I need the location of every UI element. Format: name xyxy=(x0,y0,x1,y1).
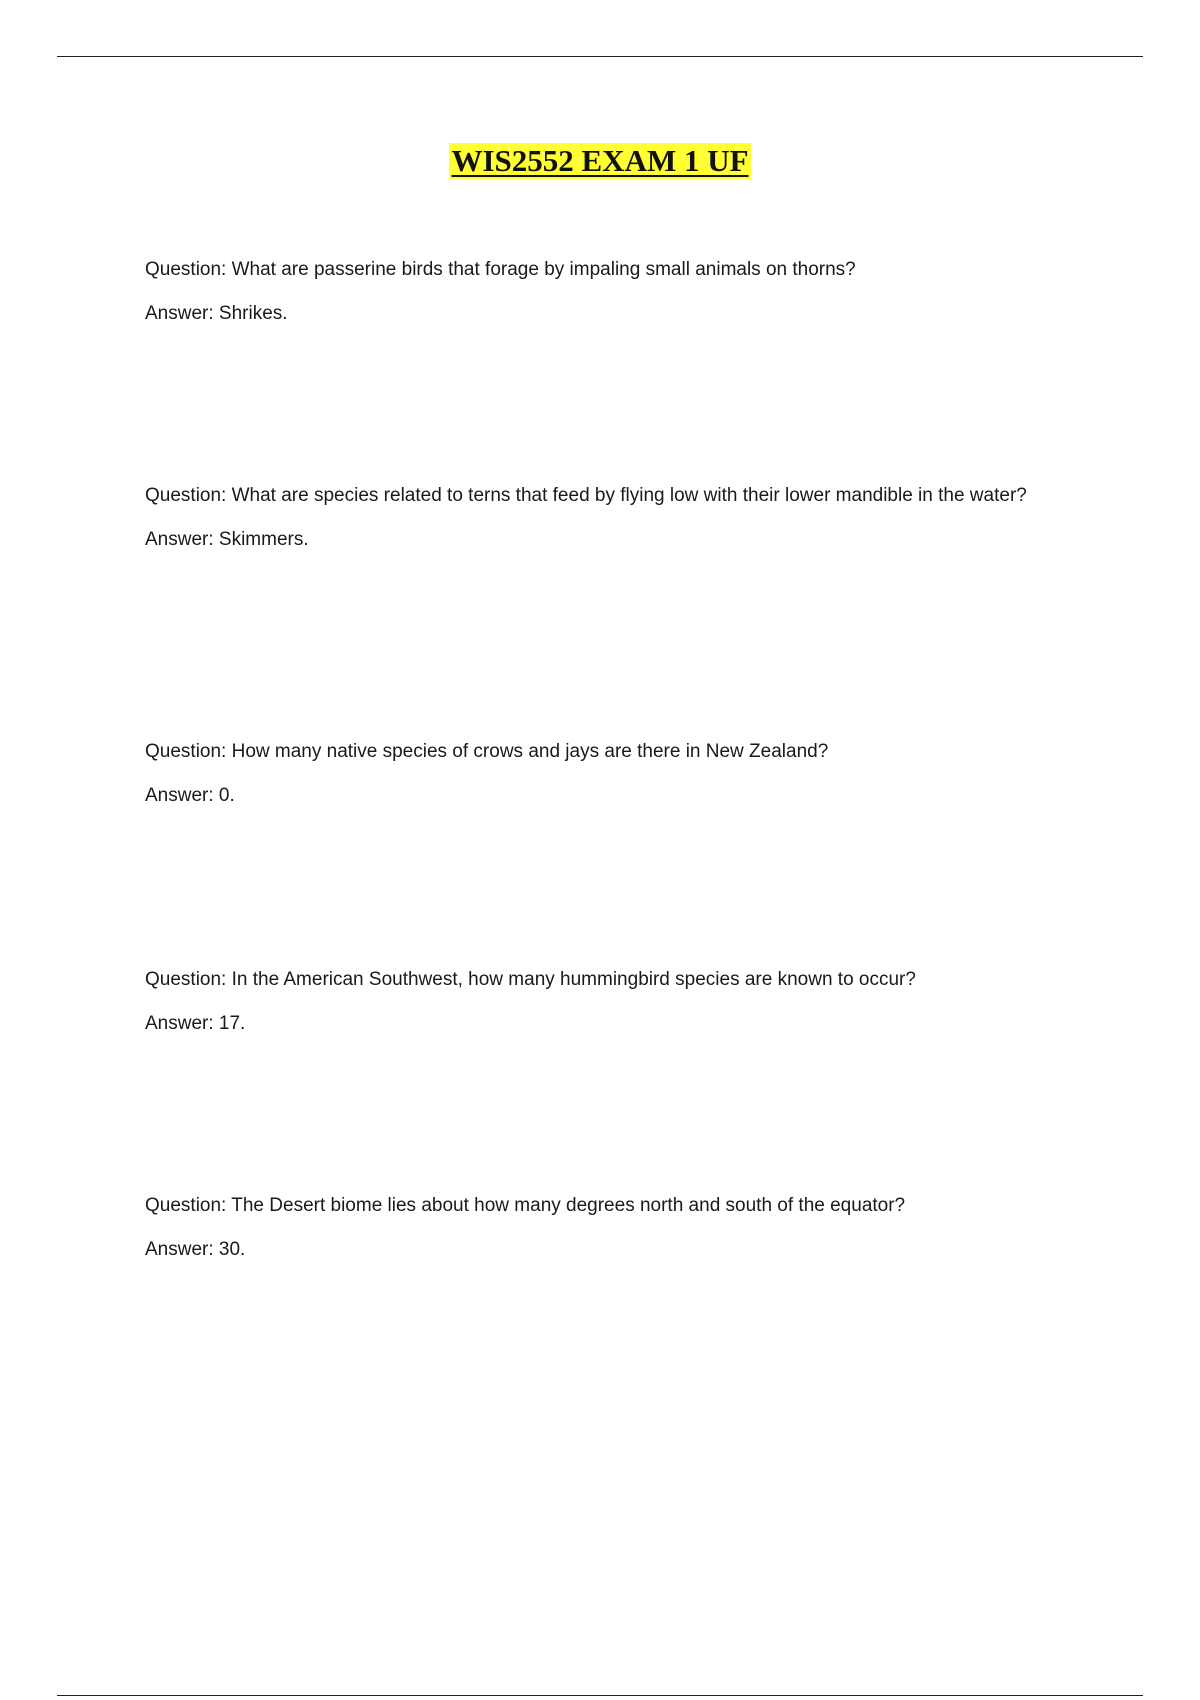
qa-item xyxy=(145,965,1065,1039)
answer-text: Answer: 30. xyxy=(145,1239,246,1260)
qa-item xyxy=(145,737,1065,811)
bottom-divider xyxy=(57,1695,1143,1696)
qa-item xyxy=(145,255,1065,329)
answer-text: Answer: 0. xyxy=(145,785,235,806)
answer-text: Answer: Shrikes. xyxy=(145,303,288,324)
answer-text: Answer: 17. xyxy=(145,1013,246,1034)
qa-item xyxy=(145,481,1065,555)
question-text: Question: The Desert biome lies about how many degrees north and south of the equator? xyxy=(145,1195,906,1216)
qa-item xyxy=(145,1191,1065,1265)
document-title: WIS2552 EXAM 1 UF xyxy=(451,143,749,178)
answer-text: Answer: Skimmers. xyxy=(145,529,309,550)
question-text: Question: What are species related to terns that feed by flying low with their lower mandible in the water? xyxy=(145,485,1027,506)
question-text: Question: In the American Southwest, how many hummingbird species are known to occur? xyxy=(145,969,916,990)
question-text: Question: What are passerine birds that forage by impaling small animals on thorns? xyxy=(145,259,856,280)
question-text: Question: How many native species of crows and jays are there in New Zealand? xyxy=(145,741,829,762)
top-divider xyxy=(57,56,1143,57)
title-container xyxy=(0,143,1200,179)
